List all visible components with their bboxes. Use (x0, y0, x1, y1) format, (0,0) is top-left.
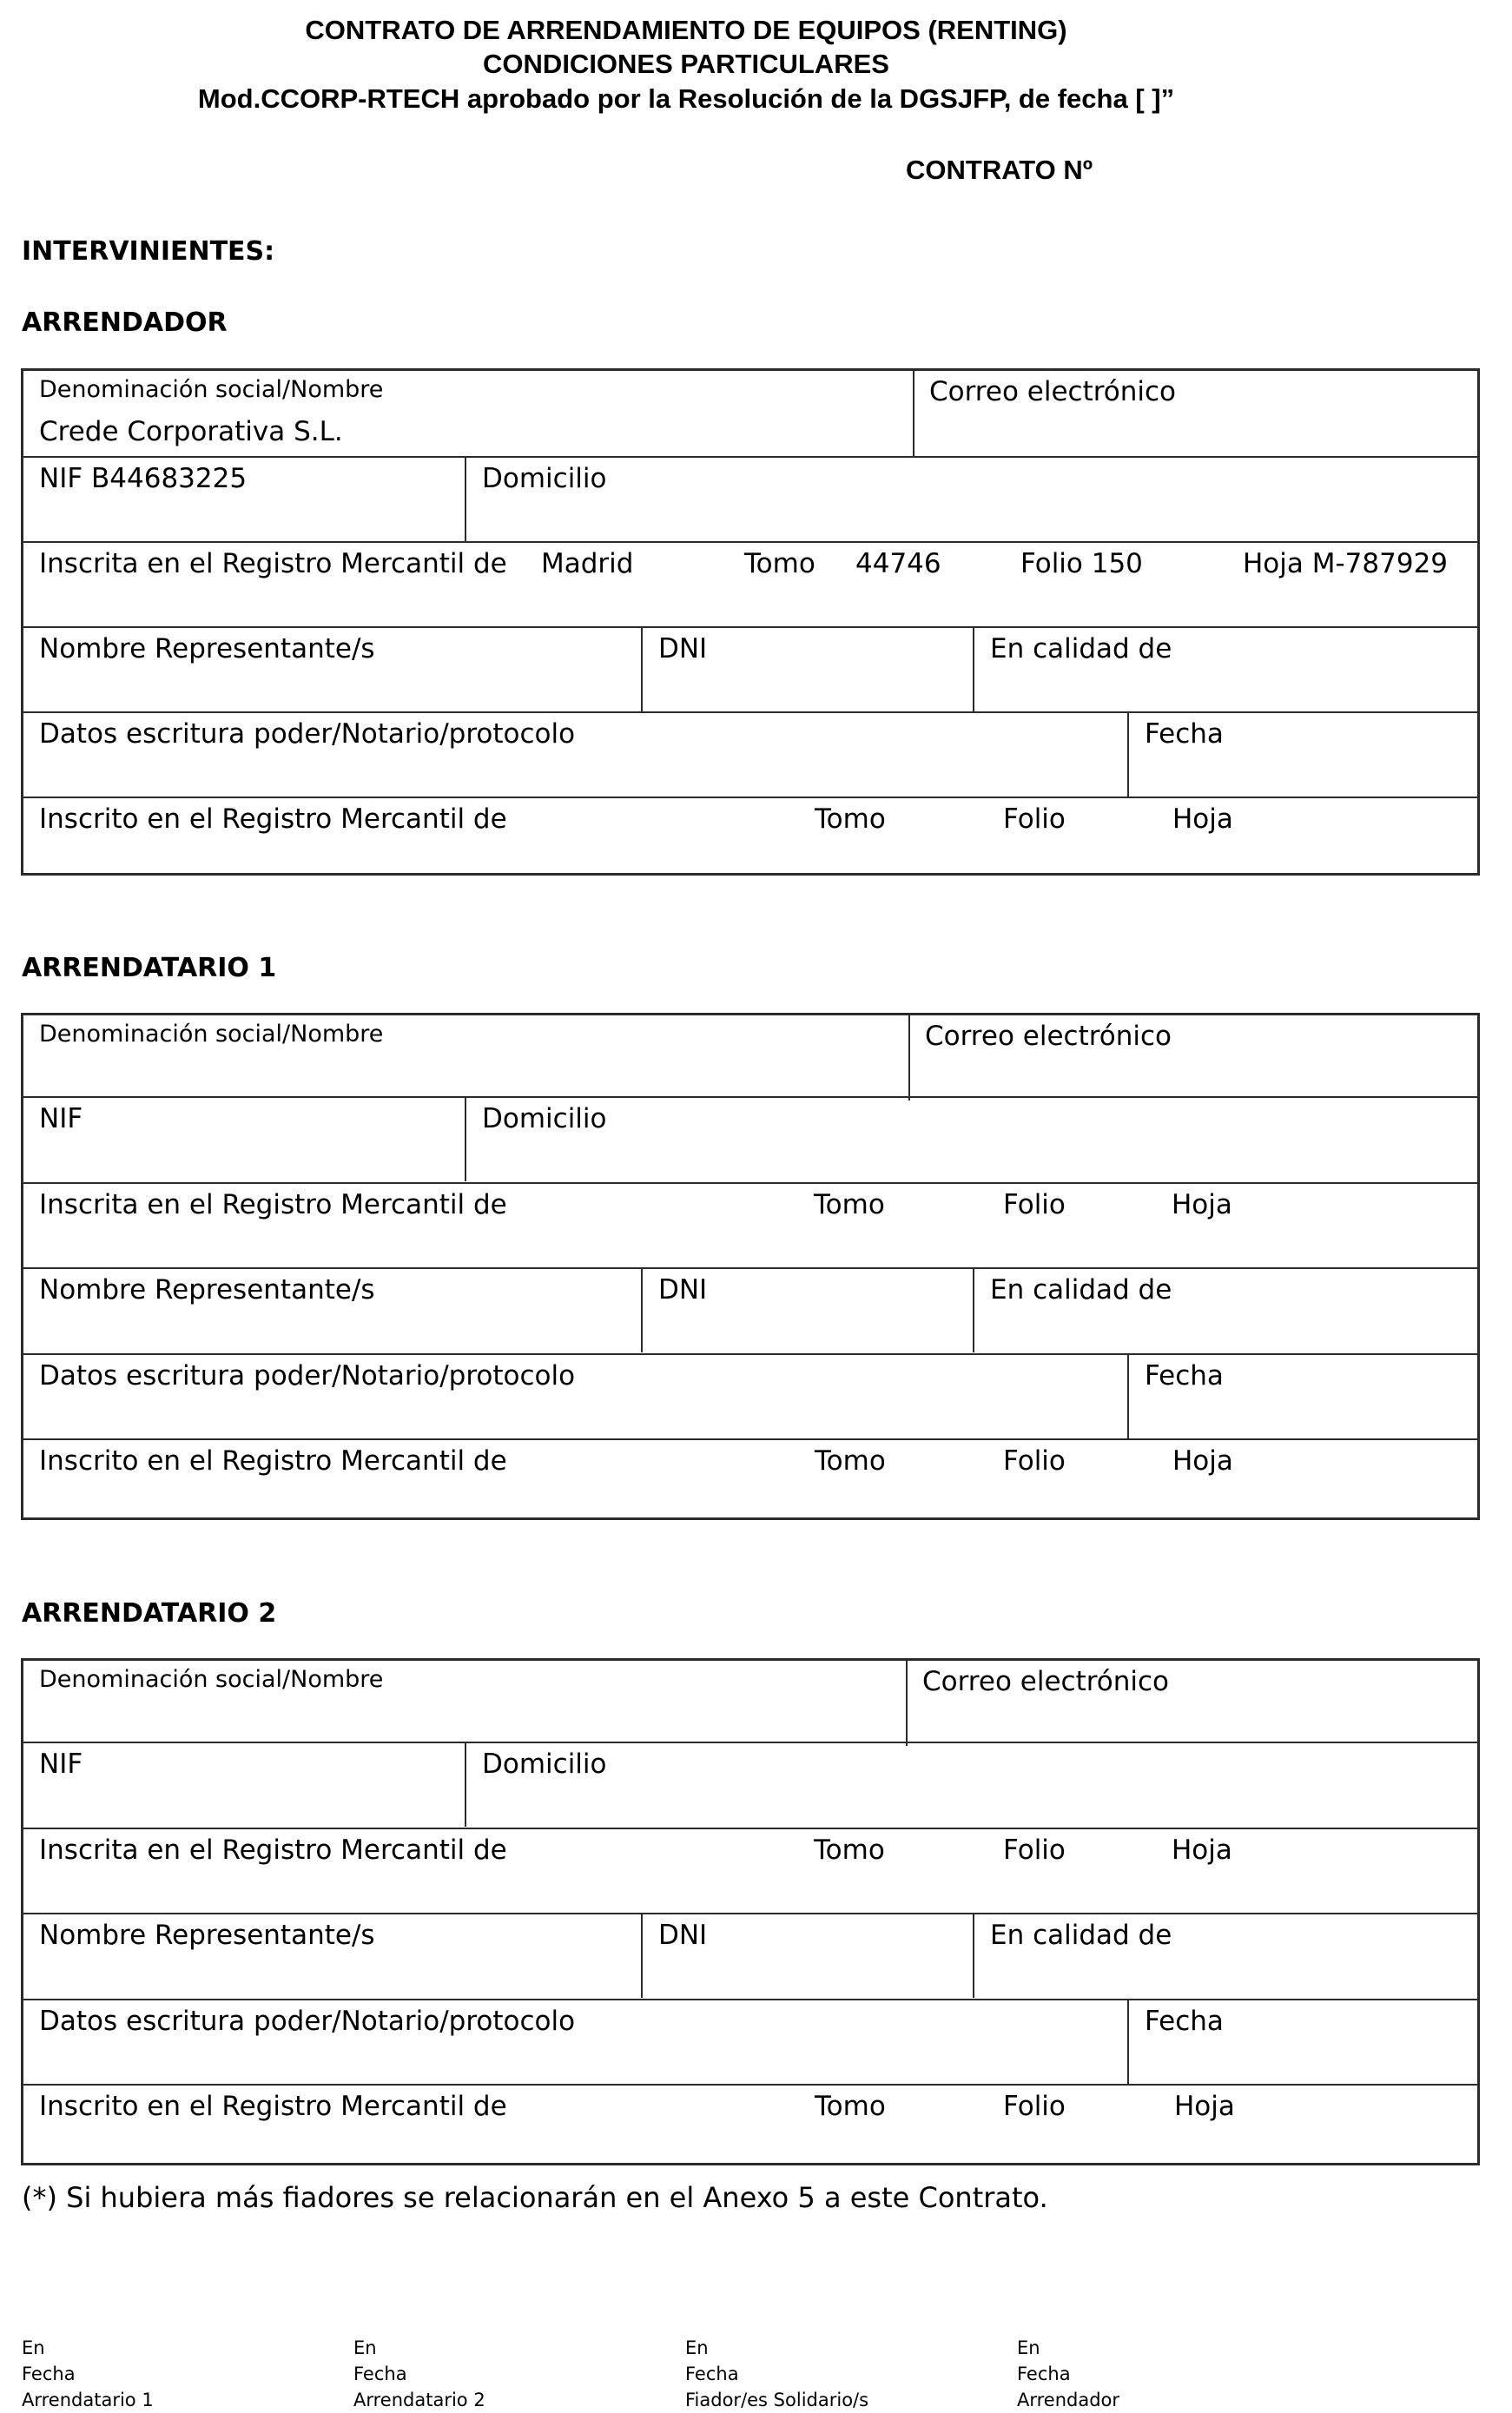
arrendatario-1-table (21, 1013, 1480, 1520)
signature-arrendador (1017, 2335, 1347, 2413)
calidad-label: En calidad de (990, 633, 1172, 664)
tomo-label: Tomo (744, 548, 815, 579)
contract-title: CONTRATO DE ARRENDAMIENTO DE EQUIPOS (RENTING) (305, 15, 1067, 45)
inscrito-hoja-label: Hoja (1174, 2091, 1235, 2122)
contract-number-label: CONTRATO Nº (906, 155, 1093, 185)
representante-row (23, 626, 1477, 711)
representante-label: Nombre Representante/s (39, 633, 375, 664)
inscrito-tomo-label: Tomo (815, 1445, 886, 1477)
tomo-label: Tomo (814, 1189, 885, 1220)
signature-place-label: En (353, 2337, 377, 2358)
registro-row (23, 1828, 1477, 1913)
inscrito-hoja-label: Hoja (1172, 1445, 1233, 1477)
denominacion-row (23, 1661, 1477, 1746)
representante-label: Nombre Representante/s (39, 1274, 375, 1306)
registro-value: Madrid (541, 548, 634, 579)
registro-label: Inscrita en el Registro Mercantil de (39, 548, 507, 579)
escritura-label: Datos escritura poder/Notario/protocolo (39, 1360, 576, 1392)
correo-label: Correo electrónico (922, 1666, 1170, 1697)
intervinientes-heading: INTERVINIENTES: (22, 236, 275, 267)
denominacion-label: Denominación social/Nombre (39, 1021, 384, 1048)
nif-field: NIF (39, 1103, 83, 1134)
fiadores-note: (*) Si hubiera más fiadores se relacionarán en el Anexo 5 a este Contrato. (22, 2181, 1048, 2214)
nif-field: NIF B44683225 (39, 463, 248, 494)
denominacion-label: Denominación social/Nombre (39, 1666, 384, 1693)
arrendatario-2-heading: ARRENDATARIO 2 (22, 1598, 277, 1629)
escritura-row (23, 711, 1477, 797)
representante-row (23, 1913, 1477, 1998)
signature-party-label: Arrendatario 1 (22, 2390, 154, 2410)
fecha-label: Fecha (1145, 1360, 1224, 1392)
folio-label: Folio (1003, 1189, 1066, 1220)
signature-date-label: Fecha (353, 2363, 407, 2384)
calidad-label: En calidad de (990, 1920, 1172, 1951)
denominacion-value: Crede Corporativa S.L. (39, 416, 343, 447)
hoja-label: Hoja (1172, 1189, 1232, 1220)
arrendatario-1-heading: ARRENDATARIO 1 (22, 953, 277, 983)
inscrito-folio-label: Folio (1003, 803, 1066, 835)
inscrito-row (23, 1438, 1477, 1524)
inscrito-row (23, 797, 1477, 882)
signature-date-label: Fecha (1017, 2363, 1071, 2384)
dni-label: DNI (658, 1920, 708, 1951)
representante-row (23, 1267, 1477, 1352)
representante-label: Nombre Representante/s (39, 1920, 375, 1951)
dni-label: DNI (658, 1274, 708, 1306)
denominacion-row (23, 371, 1477, 456)
registro-row (23, 541, 1477, 626)
signature-arrendatario-1 (22, 2335, 352, 2413)
registro-label: Inscrita en el Registro Mercantil de (39, 1189, 507, 1220)
inscrito-folio-label: Folio (1003, 2091, 1066, 2122)
escritura-row (23, 1999, 1477, 2084)
signature-place-label: En (685, 2337, 709, 2358)
contract-subtitle: CONDICIONES PARTICULARES (483, 49, 889, 79)
domicilio-label: Domicilio (482, 1749, 607, 1780)
denominacion-row (23, 1015, 1477, 1101)
hoja-label: Hoja (1172, 1835, 1232, 1866)
contract-model-reference: Mod.CCORP-RTECH aprobado por la Resolución de la DGSJFP, de fecha [ ]” (197, 83, 1175, 114)
registro-row (23, 1182, 1477, 1267)
domicilio-label: Domicilio (482, 463, 607, 494)
nif-field: NIF (39, 1749, 83, 1780)
correo-label: Correo electrónico (929, 376, 1177, 407)
signature-party-label: Arrendatario 2 (353, 2390, 485, 2410)
domicilio-label: Domicilio (482, 1103, 607, 1134)
signature-place-label: En (1017, 2337, 1040, 2358)
escritura-label: Datos escritura poder/Notario/protocolo (39, 2006, 576, 2037)
inscrito-row (23, 2084, 1477, 2169)
arrendador-table (21, 368, 1480, 876)
signature-party-label: Fiador/es Solidario/s (685, 2390, 869, 2410)
hoja-label: Hoja M-787929 (1243, 548, 1449, 579)
calidad-label: En calidad de (990, 1274, 1172, 1306)
escritura-row (23, 1353, 1477, 1438)
folio-label: Folio (1003, 1835, 1066, 1866)
nif-row (23, 1742, 1477, 1827)
inscrito-tomo-label: Tomo (815, 803, 886, 835)
signature-fiadores (685, 2335, 1015, 2413)
inscrito-hoja-label: Hoja (1172, 803, 1233, 835)
signature-date-label: Fecha (685, 2363, 739, 2384)
signature-place-label: En (22, 2337, 45, 2358)
tomo-value: 44746 (855, 548, 941, 579)
fecha-label: Fecha (1145, 2006, 1224, 2037)
registro-label: Inscrita en el Registro Mercantil de (39, 1835, 507, 1866)
folio-label: Folio 150 (1020, 548, 1143, 579)
signature-date-label: Fecha (22, 2363, 76, 2384)
escritura-label: Datos escritura poder/Notario/protocolo (39, 718, 576, 750)
nif-row (23, 1096, 1477, 1181)
inscrito-label: Inscrito en el Registro Mercantil de (39, 1445, 507, 1477)
inscrito-folio-label: Folio (1003, 1445, 1066, 1477)
denominacion-label: Denominación social/Nombre (39, 376, 384, 403)
inscrito-tomo-label: Tomo (815, 2091, 886, 2122)
arrendatario-2-table (21, 1658, 1480, 2165)
inscrito-label: Inscrito en el Registro Mercantil de (39, 803, 507, 835)
correo-label: Correo electrónico (925, 1021, 1172, 1052)
fecha-label: Fecha (1145, 718, 1224, 750)
signature-party-label: Arrendador (1017, 2390, 1120, 2410)
inscrito-label: Inscrito en el Registro Mercantil de (39, 2091, 507, 2122)
arrendador-heading: ARRENDADOR (22, 307, 228, 338)
nif-row (23, 456, 1477, 541)
dni-label: DNI (658, 633, 708, 664)
signature-arrendatario-2 (353, 2335, 683, 2413)
tomo-label: Tomo (814, 1835, 885, 1866)
